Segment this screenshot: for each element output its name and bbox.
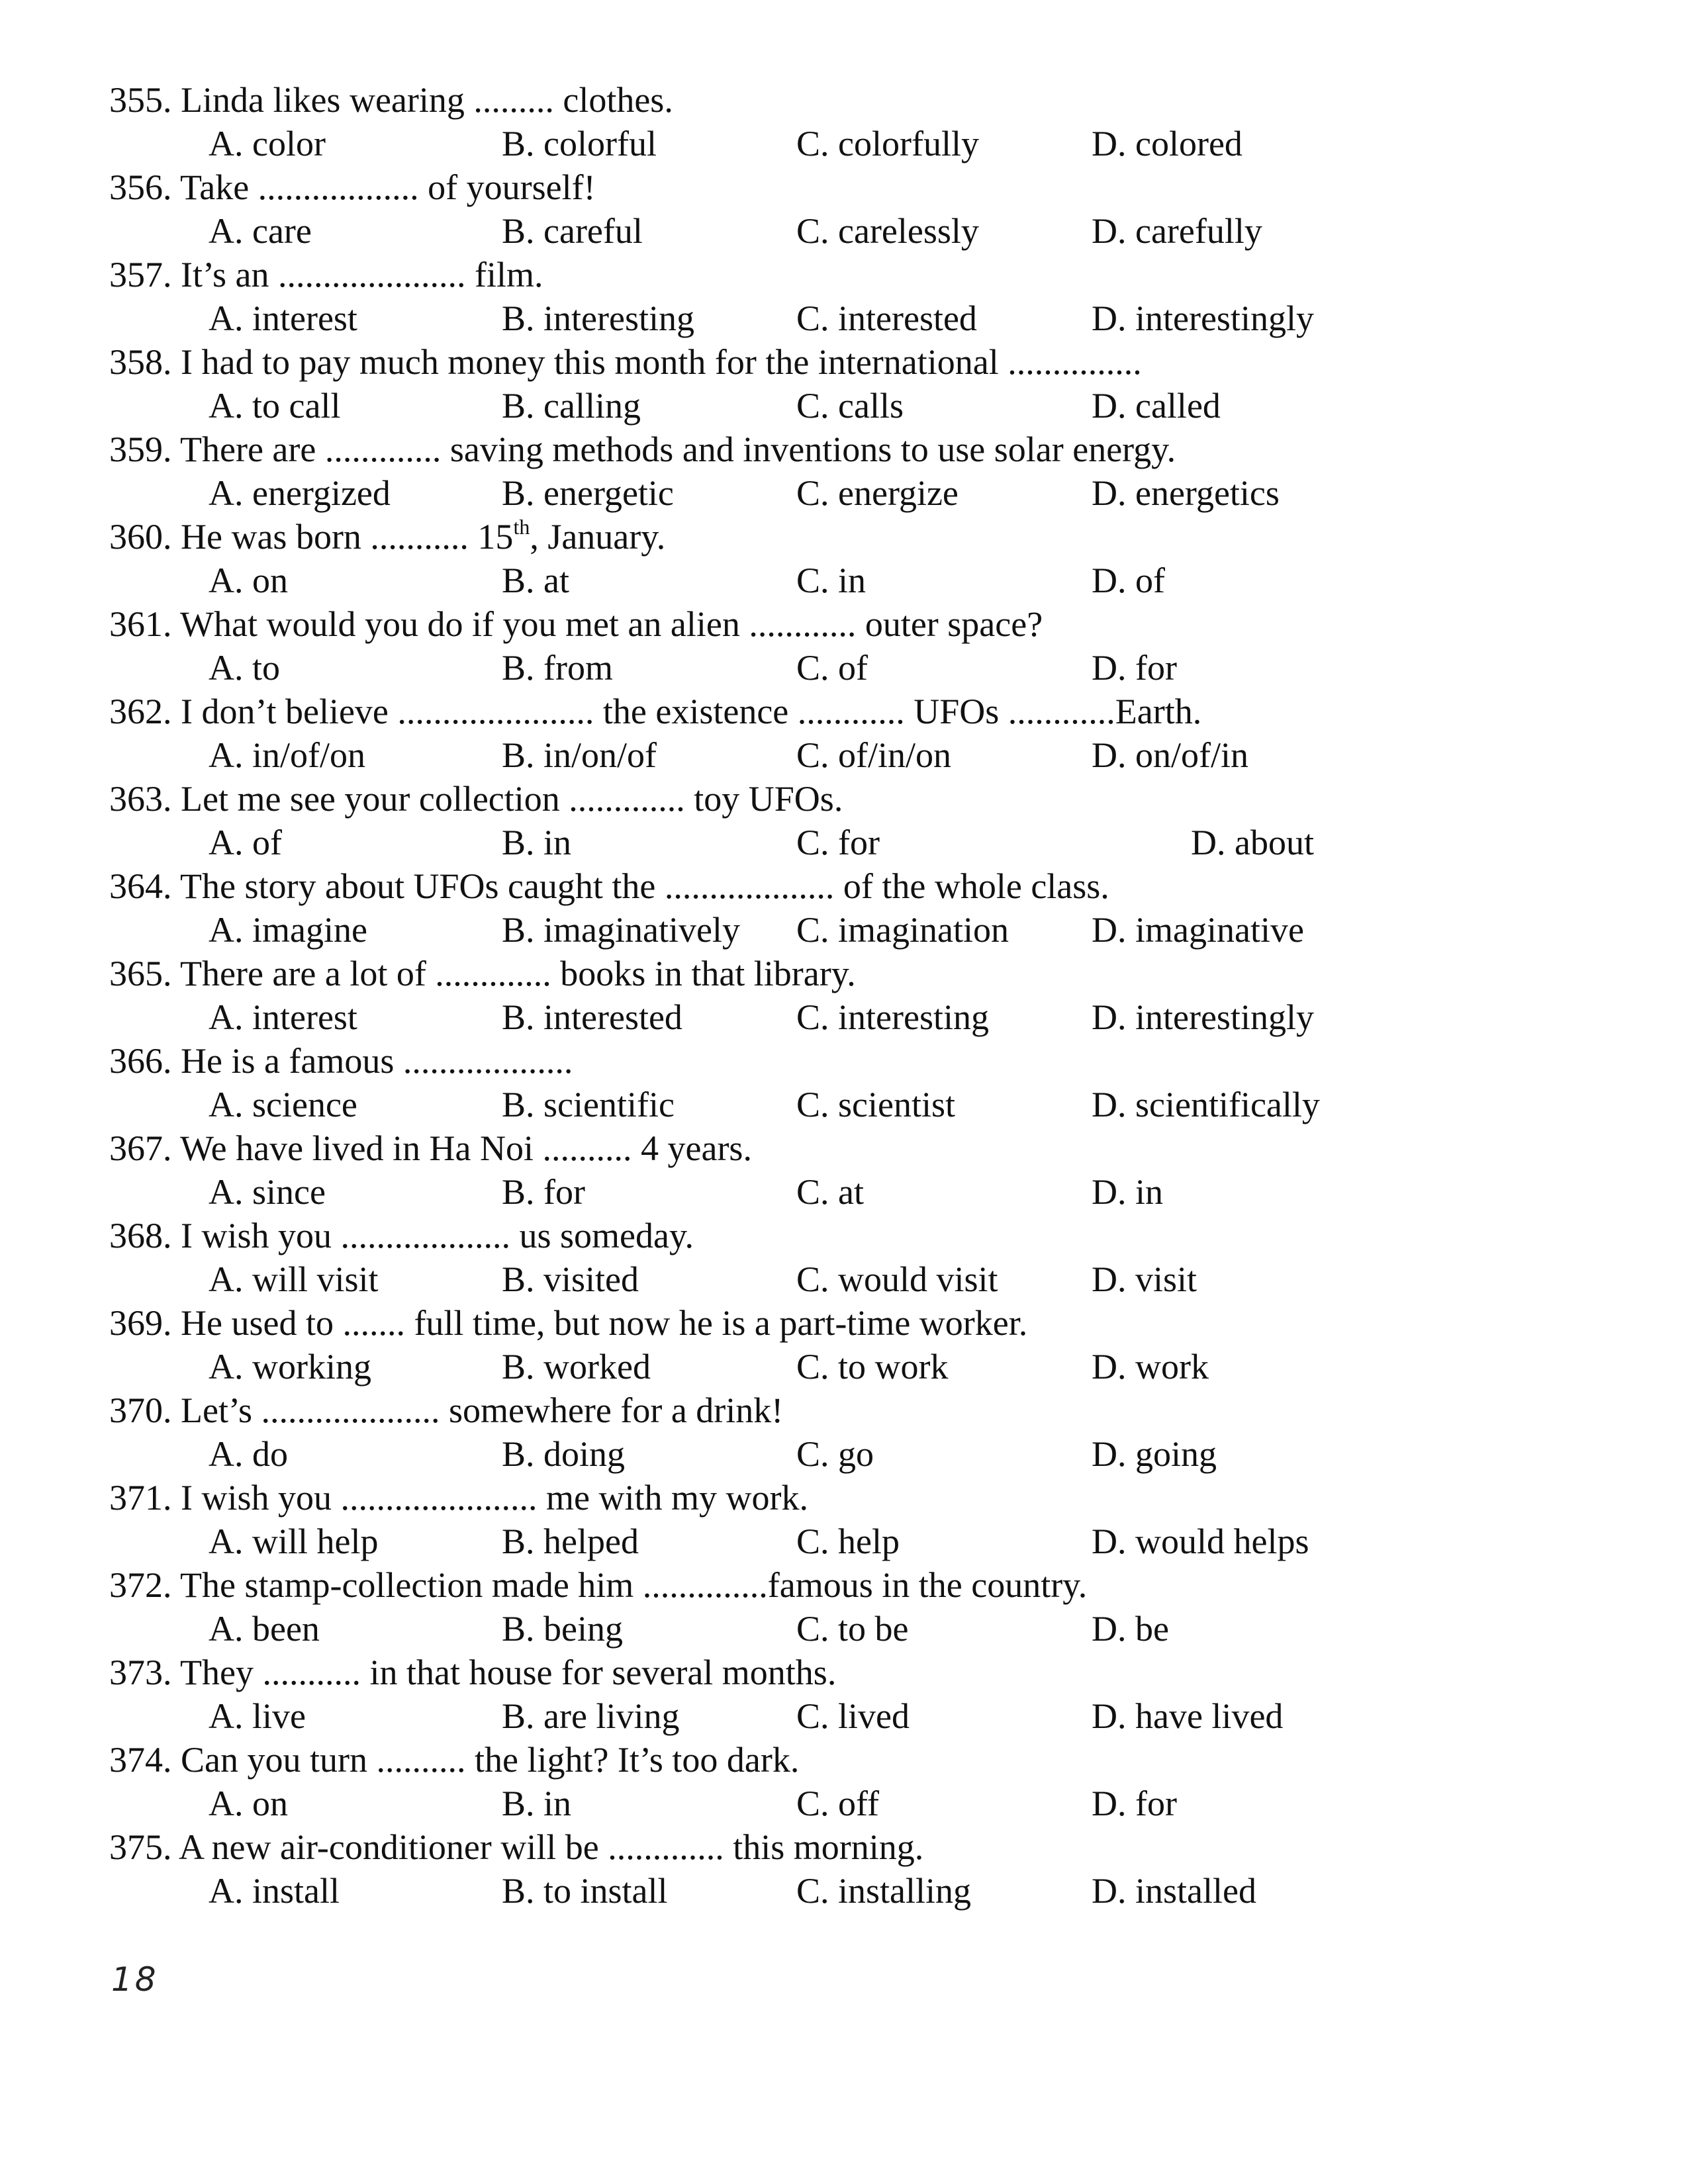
option-b: B. in/on/of <box>502 735 657 775</box>
option-b: B. visited <box>502 1259 639 1299</box>
question-list <box>109 78 1566 1913</box>
option-d: D. for <box>1092 648 1177 688</box>
question-stem: 372. The stamp-collection made him ..............famous in the country. <box>109 1565 1088 1605</box>
option-b: B. to install <box>502 1871 668 1911</box>
question-stem: 374. Can you turn .......... the light? It’s too dark. <box>109 1740 800 1780</box>
option-a: A. on <box>209 1784 288 1823</box>
question-item <box>109 340 1566 428</box>
question-stem: 367. We have lived in Ha Noi .......... 4 years. <box>109 1128 752 1168</box>
answer-options <box>109 733 1566 777</box>
option-c: C. in <box>796 561 867 600</box>
option-d: D. colored <box>1092 124 1243 163</box>
option-a: A. of <box>209 823 282 862</box>
question-item <box>109 1738 1566 1825</box>
answer-options <box>109 1432 1566 1476</box>
option-b: B. interested <box>502 997 682 1037</box>
option-a: A. on <box>209 561 288 600</box>
option-c: C. would visit <box>796 1259 998 1299</box>
option-b: B. doing <box>502 1434 626 1474</box>
option-b: B. energetic <box>502 473 674 513</box>
option-d: D. work <box>1092 1347 1209 1387</box>
option-d: D. visit <box>1092 1259 1197 1299</box>
answer-options <box>109 384 1566 428</box>
option-d: D. for <box>1092 1784 1177 1823</box>
option-b: B. scientific <box>502 1085 675 1124</box>
question-stem: 362. I don’t believe ...................... the existence ............ UFOs ............Earth. <box>109 692 1202 731</box>
question-stem-part: 360. He was born ........... 15 <box>109 517 514 557</box>
answer-options <box>109 1345 1566 1388</box>
option-b: B. interesting <box>502 298 694 338</box>
question-item <box>109 690 1566 777</box>
answer-options <box>109 1520 1566 1563</box>
question-item <box>109 1388 1566 1476</box>
option-a: A. energized <box>209 473 391 513</box>
option-a: A. color <box>209 124 326 163</box>
option-d: D. have lived <box>1092 1696 1284 1736</box>
page-number: 18 <box>111 1960 159 1999</box>
answer-options <box>109 1607 1566 1651</box>
option-d: D. going <box>1092 1434 1217 1474</box>
question-item <box>109 1301 1566 1388</box>
answer-options <box>109 995 1566 1039</box>
question-stem: 366. He is a famous ................... <box>109 1041 573 1081</box>
question-item <box>109 952 1566 1039</box>
option-a: A. care <box>209 211 312 251</box>
option-c: C. carelessly <box>796 211 979 251</box>
option-b: B. in <box>502 1784 572 1823</box>
option-d: D. energetics <box>1092 473 1280 513</box>
question-stem <box>109 515 1566 559</box>
answer-options <box>109 1694 1566 1738</box>
option-b: B. helped <box>502 1522 639 1561</box>
option-c: C. to be <box>796 1609 909 1649</box>
question-item <box>109 777 1566 864</box>
option-c: C. imagination <box>796 910 1009 950</box>
answer-options <box>109 1869 1566 1913</box>
answer-options <box>109 209 1566 253</box>
option-c: C. of <box>796 648 868 688</box>
question-stem: 370. Let’s .................... somewhere for a drink! <box>109 1390 784 1430</box>
option-d: D. on/of/in <box>1092 735 1248 775</box>
question-stem: 364. The story about UFOs caught the ................... of the whole class. <box>109 866 1109 906</box>
option-d: D. in <box>1092 1172 1163 1212</box>
option-c: C. installing <box>796 1871 972 1911</box>
option-a: A. imagine <box>209 910 367 950</box>
answer-options <box>109 1782 1566 1825</box>
answer-options <box>109 559 1566 602</box>
question-item <box>109 1825 1566 1913</box>
option-a: A. to call <box>209 386 341 426</box>
answer-options <box>109 908 1566 952</box>
option-c: C. interested <box>796 298 977 338</box>
option-d: D. would helps <box>1092 1522 1309 1561</box>
option-a: A. will help <box>209 1522 379 1561</box>
option-b: B. from <box>502 648 613 688</box>
option-d: D. called <box>1092 386 1221 426</box>
answer-options <box>109 646 1566 690</box>
option-a: A. working <box>209 1347 371 1387</box>
answer-options <box>109 1170 1566 1214</box>
question-item <box>109 515 1566 602</box>
option-c: C. lived <box>796 1696 910 1736</box>
option-a: A. since <box>209 1172 326 1212</box>
question-stem: 375. A new air-conditioner will be ............. this morning. <box>109 1827 924 1867</box>
option-c: C. go <box>796 1434 874 1474</box>
answer-options <box>109 471 1566 515</box>
option-a: A. live <box>209 1696 306 1736</box>
option-a: A. interest <box>209 298 357 338</box>
question-stem: 365. There are a lot of ............. books in that library. <box>109 954 856 993</box>
option-c: C. energize <box>796 473 959 513</box>
ordinal-superscript: th <box>513 515 530 539</box>
option-a: A. to <box>209 648 280 688</box>
answer-options <box>109 1257 1566 1301</box>
option-c: C. at <box>796 1172 864 1212</box>
option-b: B. for <box>502 1172 585 1212</box>
question-stem: 373. They ........... in that house for several months. <box>109 1653 837 1692</box>
option-d: D. scientifically <box>1092 1085 1320 1124</box>
option-b: B. calling <box>502 386 641 426</box>
option-b: B. are living <box>502 1696 680 1736</box>
question-stem: 357. It’s an ..................... film. <box>109 255 543 295</box>
question-stem: 369. He used to ....... full time, but now he is a part-time worker. <box>109 1303 1028 1343</box>
option-c: C. colorfully <box>796 124 979 163</box>
option-d: D. interestingly <box>1092 298 1314 338</box>
option-a: A. been <box>209 1609 320 1649</box>
option-b: B. careful <box>502 211 643 251</box>
option-d: D. interestingly <box>1092 997 1314 1037</box>
question-item <box>109 1476 1566 1563</box>
answer-options <box>109 821 1566 864</box>
answer-options <box>109 1083 1566 1126</box>
question-stem: 363. Let me see your collection ............. toy UFOs. <box>109 779 843 819</box>
option-d: D. imaginative <box>1092 910 1304 950</box>
option-d: D. of <box>1092 561 1165 600</box>
option-a: A. science <box>209 1085 357 1124</box>
option-b: B. imaginatively <box>502 910 740 950</box>
question-stem: 355. Linda likes wearing ......... clothes. <box>109 80 673 120</box>
answer-options <box>109 296 1566 340</box>
question-stem: 361. What would you do if you met an alien ............ outer space? <box>109 604 1043 644</box>
question-stem: 371. I wish you ...................... me with my work. <box>109 1478 808 1518</box>
option-a: A. interest <box>209 997 357 1037</box>
answer-options <box>109 122 1566 165</box>
option-a: A. do <box>209 1434 288 1474</box>
option-a: A. will visit <box>209 1259 379 1299</box>
question-item <box>109 253 1566 340</box>
question-item <box>109 864 1566 952</box>
question-item <box>109 602 1566 690</box>
option-c: C. interesting <box>796 997 989 1037</box>
option-c: C. off <box>796 1784 880 1823</box>
option-a: A. in/of/on <box>209 735 365 775</box>
option-c: C. for <box>796 823 880 862</box>
option-a: A. install <box>209 1871 340 1911</box>
question-item <box>109 1126 1566 1214</box>
option-b: B. worked <box>502 1347 651 1387</box>
option-b: B. colorful <box>502 124 657 163</box>
question-item <box>109 428 1566 515</box>
option-c: C. to work <box>796 1347 949 1387</box>
option-b: B. in <box>502 823 572 862</box>
option-c: C. calls <box>796 386 904 426</box>
option-d: D. installed <box>1092 1871 1256 1911</box>
option-b: B. at <box>502 561 569 600</box>
question-item <box>109 1651 1566 1738</box>
question-item <box>109 1214 1566 1301</box>
option-c: C. help <box>796 1522 900 1561</box>
option-d: D. be <box>1092 1609 1169 1649</box>
option-d: D. carefully <box>1092 211 1262 251</box>
question-item <box>109 165 1566 253</box>
question-item <box>109 1563 1566 1651</box>
option-b: B. being <box>502 1609 623 1649</box>
option-c: C. of/in/on <box>796 735 952 775</box>
question-stem: 356. Take .................. of yourself! <box>109 167 596 207</box>
question-item <box>109 78 1566 165</box>
question-item <box>109 1039 1566 1126</box>
question-stem: 368. I wish you ................... us someday. <box>109 1216 694 1255</box>
option-d: D. about <box>1191 823 1314 862</box>
question-stem: 359. There are ............. saving methods and inventions to use solar energy. <box>109 430 1176 469</box>
option-c: C. scientist <box>796 1085 955 1124</box>
question-stem-part: , January. <box>530 517 666 557</box>
question-stem: 358. I had to pay much money this month for the international ............... <box>109 342 1142 382</box>
